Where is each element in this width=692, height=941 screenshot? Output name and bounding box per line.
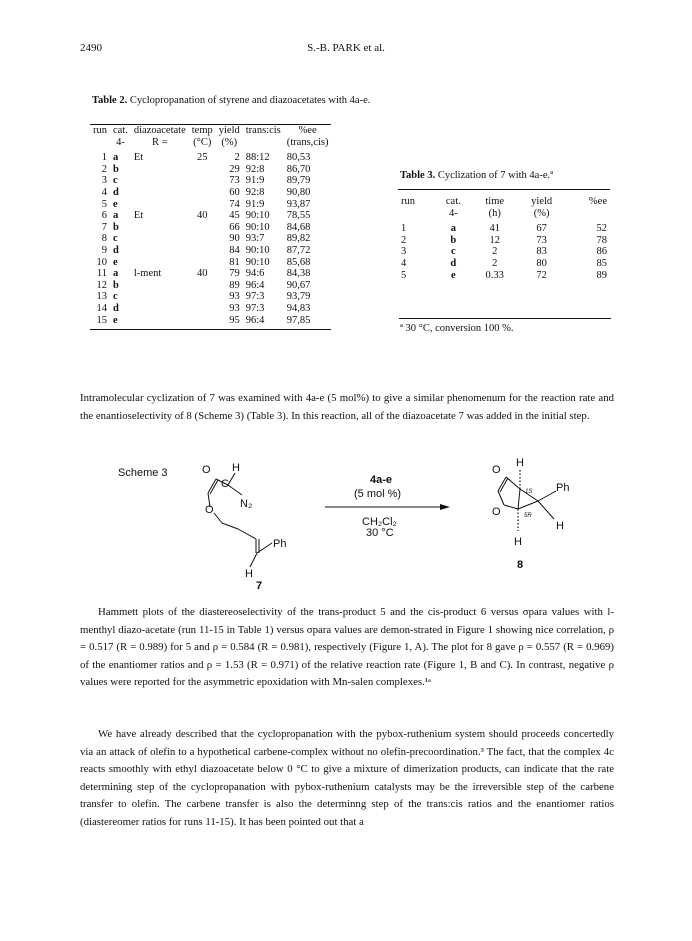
table2-caption-label: Table 2. [92, 95, 128, 106]
paragraph-hammett: Hammett plots of the diastereoselectivity of the trans-product 5 and the cis-product 6 versus σpara values with l-menthyl diazo-acetate (run 11-15 in Table 1) versus σpara values are demon-strated in Figure 1 showing nice correlation, ρ = 0.517 (R = 0.989) for 5 and ρ = 0.584 (R = 0.981), respectively (Figure 1, A). The plot for 8 gave ρ = 0.557 (R = 0.969) of the enantiomer ratios and ρ = 1.53 (R = 0.971) of the relative reaction rate (Figure 1, B and C). In contrast, negative ρ values were reported for the asymmetric epoxidation with Mn-salen complexes.¹ᵃ [80, 606, 614, 688]
paragraph-mechanism: We have already described that the cyclopropanation with the pybox-ruthenium system should proceeds concertedly via an attack of olefin to a hypothetical carbene-complex without no olefin-precoordination.³ The fact, that the complex 4c reacts smoothly with ethyl diazoacetate below 0 °C to give a mixture of dimerization products, can indicate that the rate determining step of the cyclopropanation with pybox-ruthenium catalysts may be the irreversible step of the carbene transfer to olefin. The carbene transfer is also the determinng step of the trans:cis ratios and the enantiomer ratios (diastereomer ratios for runs 11-15). It has been pointed out that a [80, 728, 614, 828]
table2-cell-ratio: 90:10 [245, 244, 270, 256]
compound8-hydrogen-right: H [556, 520, 564, 532]
table2-cell-ratio: 91:9 [245, 198, 265, 210]
running-header-authors: S.-B. PARK et al. [307, 42, 385, 54]
compound8-oxygen-carbonyl: O [492, 464, 501, 476]
table3-cell-ee: 52 [596, 223, 607, 235]
table3-cell-time: 2 [492, 246, 498, 258]
table3-head-yield: yield (%) [517, 190, 566, 220]
table2-cell-cat: c [113, 291, 118, 303]
table2-cell-yield: 66 [229, 221, 240, 233]
table2-cell-temp: 40 [197, 268, 208, 280]
table2-cell-yield: 95 [216, 315, 243, 330]
table2-row [90, 164, 331, 176]
table2-cell-ratio: 92:8 [245, 186, 265, 198]
table3-cell-ee: 85 [596, 257, 607, 269]
table2-cell-ee: 85,68 [286, 256, 311, 268]
table2-cell-yield: 45 [229, 210, 240, 222]
table2-caption-text: Cyclopropanation of styrene and diazoacetates with 4a-e. [129, 95, 371, 106]
table2-cell-ratio: 90:10 [245, 256, 270, 268]
table2-cell-diazo [131, 233, 189, 245]
table2-cell-ratio: 97:3 [245, 302, 265, 314]
table2-cell-ee: 90,67 [286, 279, 311, 291]
table3-row [398, 219, 610, 235]
table2-cell-diazo [131, 303, 189, 315]
table3-cell-ee: 78 [596, 234, 607, 246]
table2-row [90, 148, 331, 164]
table2-row [90, 315, 331, 330]
table3-cell-yield: 67 [536, 223, 547, 235]
table2-cell-yield: 93 [229, 291, 240, 303]
table3-cell-yield: 72 [536, 269, 547, 281]
compound7-carbon: C [221, 478, 229, 490]
table3-cell-cat: b [450, 234, 457, 246]
table2-row [90, 187, 331, 199]
compound7-label: 7 [256, 580, 263, 590]
table2-cell-temp [189, 233, 216, 245]
compound8-stereo-1s: 1S [525, 489, 533, 495]
reagent-temperature: 30 °C [366, 527, 394, 539]
table2-cell-run: 13 [96, 291, 107, 303]
table2-cell-run: 6 [101, 210, 107, 222]
scheme-3-diagram [180, 455, 620, 590]
table3-cell-run: 5 [401, 269, 407, 281]
table3-row [398, 246, 610, 258]
table3-cell-ee: 86 [596, 246, 607, 258]
table3-cell-cat: a [450, 223, 456, 235]
table2-row [90, 175, 331, 187]
table3-footnote: ª 30 °C, conversion 100 %. [400, 323, 514, 334]
table2-cell-ee: 89,79 [286, 175, 311, 187]
table2-cell-diazo [131, 164, 189, 176]
table3-cell-cat: d [450, 257, 457, 269]
table2-cell-cat: e [113, 198, 118, 210]
table2-cell-ee: 87,72 [286, 244, 311, 256]
table2-cell-ratio: 94:6 [245, 268, 265, 280]
table2-cell-yield: 90 [229, 233, 240, 245]
table2-cell-cat: e [113, 256, 118, 268]
reagent-catalyst: 4a-e [370, 474, 393, 486]
table2-cell-cat: d [113, 302, 119, 314]
table2-row [90, 210, 331, 222]
table2-cell-run: 8 [101, 233, 107, 245]
table2-cell-temp [189, 222, 216, 234]
table2-cell-yield: 2 [234, 152, 240, 164]
table2-cell-diazo [131, 222, 189, 234]
table2-cell-diazo: Et [133, 152, 144, 164]
table3-cell-time: 41 [489, 223, 500, 235]
table3-cell-time: 2 [492, 257, 498, 269]
compound7-hydrogen: H [232, 462, 240, 474]
table3-cell-yield: 73 [536, 234, 547, 246]
table2-cell-ee: 78,55 [286, 210, 311, 222]
table2-cell-run: 11 [96, 268, 107, 280]
compound7-oxygen-ester: O [205, 504, 214, 516]
table2-cell-diazo: l-ment [133, 268, 162, 280]
table2-head-temp: temp (°C) [189, 125, 216, 149]
compound8-phenyl: Ph [556, 482, 570, 494]
table2-cell-run: 4 [101, 186, 107, 198]
table2-cell-cat: e [110, 315, 131, 330]
table2-cell-temp [189, 175, 216, 187]
table2-cell-ee: 84,68 [286, 221, 311, 233]
table3-cell-yield: 80 [536, 257, 547, 269]
table2-cell-yield: 60 [229, 186, 240, 198]
table3-caption [400, 169, 610, 182]
table2-cell-yield: 93 [229, 302, 240, 314]
table2-caption [92, 94, 392, 107]
paragraph-intramolecular: Intramolecular cyclization of 7 was examined with 4a-e (5 mol%) to give a similar phenomenum for the reaction rate and the enantioselectivity of 8 (Scheme 3) (Table 3). In this reaction, all of the diazoacetate 7 was added in the initial step. [80, 392, 614, 422]
table2-row [90, 280, 331, 292]
table3-head-time: time (h) [472, 190, 517, 220]
table2-cell-ee: 97,85 [284, 315, 332, 330]
compound8-label: 8 [517, 559, 524, 571]
table2-cell-temp [189, 199, 216, 211]
table2-cell-cat: b [113, 221, 119, 233]
compound7-oxygen-carbonyl: O [202, 464, 211, 476]
compound8-oxygen-ring: O [492, 506, 501, 518]
table3-row [398, 270, 610, 282]
table2-cell-cat: d [113, 244, 119, 256]
table2-cell-temp [189, 280, 216, 292]
compound8-stereo-5r: 5R [524, 513, 532, 519]
table3-cell-cat: c [450, 246, 456, 258]
table3-head-cat: cat. 4- [434, 190, 472, 220]
table3-cell-ee: 89 [596, 269, 607, 281]
table2-cell-ee: 80,53 [286, 152, 311, 164]
table2-cell-yield: 84 [229, 244, 240, 256]
table2-cell-yield: 79 [229, 268, 240, 280]
table2-row [90, 222, 331, 234]
table2-cell-ee: 93,79 [286, 291, 311, 303]
table2-row [90, 268, 331, 280]
table2-cell-temp [189, 257, 216, 269]
table2-cell-cat: a [113, 268, 119, 280]
table3-cell-run: 4 [401, 257, 407, 269]
table2-row [90, 199, 331, 211]
table2-cell-cat: b [113, 163, 119, 175]
table2-head-yield: yield (%) [216, 125, 243, 149]
compound7-hydrogen-alkene: H [245, 568, 253, 580]
table3-cell-time: 0.33 [485, 269, 504, 281]
table2-cell-diazo [131, 280, 189, 292]
table2-head-diazo: diazoacetate R = [131, 125, 189, 149]
table2-cell-ee: 86,70 [286, 163, 311, 175]
table2-row [90, 303, 331, 315]
table2-cell-cat: a [113, 152, 119, 164]
table2-cell-ee: 84,38 [286, 268, 311, 280]
table2-row [90, 257, 331, 269]
table2-cell-temp [189, 245, 216, 257]
table2-cell-temp [189, 315, 216, 330]
table2-cell-run: 7 [101, 221, 107, 233]
table2-cell-cat: a [113, 210, 119, 222]
table2-cell-run: 2 [101, 163, 107, 175]
page-number: 2490 [80, 42, 102, 54]
table2-cell-ratio: 90:10 [245, 221, 270, 233]
table2-cell-yield: 81 [229, 256, 240, 268]
table2-cell-ratio: 92:8 [245, 163, 265, 175]
table2-cell-ratio: 97:3 [245, 291, 265, 303]
table3-caption-text: Cyclization of 7 with 4a-e.ª [437, 170, 554, 181]
table3-row [398, 235, 610, 247]
table2-cell-diazo [131, 245, 189, 257]
table2-cell-cat: d [113, 186, 119, 198]
table2-cell-ratio: 90:10 [245, 210, 270, 222]
table2-row [90, 233, 331, 245]
table2-cell-temp [189, 187, 216, 199]
table3 [398, 189, 610, 281]
table2-cell-temp [189, 303, 216, 315]
table2-cell-ratio: 96:4 [245, 279, 265, 291]
table2-cell-diazo [131, 199, 189, 211]
table2-cell-diazo [131, 291, 189, 303]
table2-cell-run: 12 [96, 279, 107, 291]
table2-cell-ratio: 93:7 [245, 233, 265, 245]
table2-head-run: run [90, 125, 110, 149]
table2-cell-cat: c [113, 233, 118, 245]
table2-head-ratio: trans:cis [243, 125, 284, 149]
table2-cell-temp: 40 [197, 210, 208, 222]
table2-cell-temp [189, 291, 216, 303]
table2-cell-diazo [131, 257, 189, 269]
table2-cell-ratio: 88:12 [245, 152, 270, 164]
table2-cell-cat: c [113, 175, 118, 187]
table2-head-cat: cat. 4- [110, 125, 131, 149]
table2 [90, 124, 331, 330]
table2-cell-diazo [131, 315, 189, 330]
table2-cell-temp: 25 [197, 152, 208, 164]
table2-cell-yield: 74 [229, 198, 240, 210]
table2-cell-run: 3 [101, 175, 107, 187]
table3-cell-run: 2 [401, 234, 407, 246]
table2-cell-run: 15 [90, 315, 110, 330]
table3-cell-run: 3 [401, 246, 407, 258]
table2-cell-yield: 73 [229, 175, 240, 187]
reagent-loading: (5 mol %) [354, 488, 402, 500]
table2-cell-ee: 90,80 [286, 186, 311, 198]
table2-cell-run: 10 [96, 256, 107, 268]
table2-cell-ratio: 91:9 [245, 175, 265, 187]
table2-cell-ee: 93,87 [286, 198, 311, 210]
table2-cell-run: 9 [101, 244, 107, 256]
table2-row [90, 291, 331, 303]
table3-cell-yield: 83 [536, 246, 547, 258]
table3-bottom-rule [399, 318, 611, 319]
table3-cell-cat: e [450, 269, 456, 281]
table2-cell-ee: 94,83 [286, 302, 311, 314]
compound7-n2: N₂ [240, 498, 253, 510]
table3-head-ee: %ee [566, 190, 610, 220]
table2-cell-run: 1 [101, 152, 107, 164]
table2-cell-yield: 89 [229, 279, 240, 291]
table3-head-run: run [398, 190, 434, 220]
table3-cell-run: 1 [401, 223, 407, 235]
table2-cell-diazo: Et [133, 210, 144, 222]
table2-cell-temp [189, 164, 216, 176]
scheme-label: Scheme 3 [118, 467, 168, 479]
table2-head-ee: %ee (trans,cis) [284, 125, 332, 149]
table2-row [90, 245, 331, 257]
table2-cell-diazo [131, 187, 189, 199]
table3-caption-label: Table 3. [400, 170, 436, 181]
table2-cell-ratio: 96:4 [243, 315, 284, 330]
table2-cell-ee: 89,82 [286, 233, 311, 245]
table2-cell-diazo [131, 175, 189, 187]
table2-cell-run: 5 [101, 198, 107, 210]
table3-cell-time: 12 [489, 234, 500, 246]
compound8-hydrogen-bottom: H [514, 536, 522, 548]
compound7-phenyl: Ph [273, 538, 287, 550]
table2-cell-yield: 29 [229, 163, 240, 175]
table3-row [398, 258, 610, 270]
table2-cell-run: 14 [96, 302, 107, 314]
table2-cell-cat: b [113, 279, 119, 291]
compound8-hydrogen-top: H [516, 457, 524, 469]
reagent-solvent: CH₂Cl₂ [362, 516, 397, 528]
